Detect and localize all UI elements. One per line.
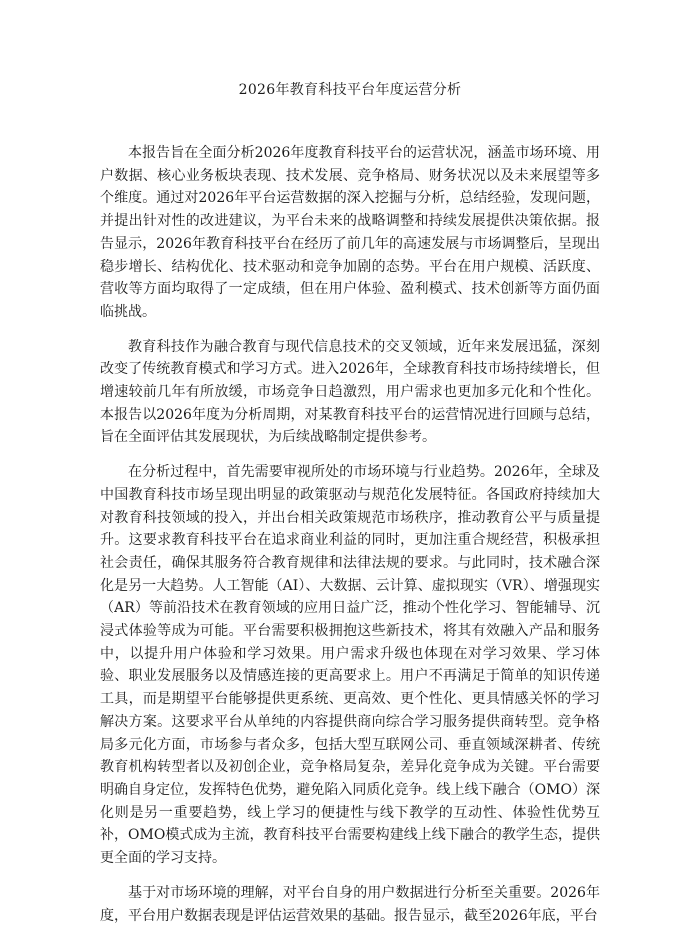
paragraph-market-environment: 在分析过程中，首先需要审视所处的市场环境与行业趋势。2026年，全球及中国教育科技市场呈现出明显的政策驱动与规范化发展特征。各国政府持续加大对教育科技领域的投入，并出台相关政策规范市场秩序，推动教育公平与质量提升。这要求教育科技平台在追求商业利益的同时，更加注重合规经营，积极承担社会责任，确保其服务符合教育规律和法律法规的要求。与此同时，技术融合深化是另一大趋势。人工智能（AI）、大数据、云计算、虚拟现实（VR）、增强现实（AR）等前沿技术在教育领域的应用日益广泛，推动个性化学习、智能辅导、沉浸式体验等成为可能。平台需要积极拥抱这些新技术，将其有效融入产品和服务中，以提升用户体验和学习效果。用户需求升级也体现在对学习效果、学习体验、职业发展服务以及情感连接的更高要求上。用户不再满足于简单的知识传递工具，而是期望平台能够提供更系统、更高效、更个性化、更具情感关怀的学习解决方案。这要求平台从单纯的内容提供商向综合学习服务提供商转型。竞争格局多元化方面，市场参与者众多，包括大型互联网公司、垂直领域深耕者、传统教育机构转型者以及初创企业，竞争格局复杂，差异化竞争成为关键。平台需要明确自身定位，发挥特色优势，避免陷入同质化竞争。线上线下融合（OMO）深化则是另一重要趋势，线上学习的便捷性与线下教学的互动性、体验性优势互补，OMO模式成为主流，教育科技平台需要构建线上线下融合的教学生态，提供更全面的学习支持。: [100, 464, 600, 867]
paragraph-summary: 本报告旨在全面分析2026年度教育科技平台的运营状况，涵盖市场环境、用户数据、核心业务板块表现、技术发展、竞争格局、财务状况以及未来展望等多个维度。通过对2026年平台运营数据的深入挖掘与分析，总结经验，发现问题，并提出针对性的改进建议，为平台未来的战略调整和持续发展提供决策依据。报告显示，2026年教育科技平台在经历了前几年的高速发展与市场调整后，呈现出稳步增长、结构优化、技术驱动和竞争加剧的态势。平台在用户规模、活跃度、营收等方面均取得了一定成绩，但在用户体验、盈利模式、技术创新等方面仍面临挑战。: [100, 145, 600, 320]
paragraph-user-data: 基于对市场环境的理解，对平台自身的用户数据进行分析至关重要。2026年度，平台用户数据表现是评估运营效果的基础。报告显示，截至2026年底，平台: [100, 884, 600, 924]
document-body: [100, 142, 600, 939]
paragraph-background: 教育科技作为融合教育与现代信息技术的交叉领域，近年来发展迅猛，深刻改变了传统教育模式和学习方式。进入2026年，全球教育科技市场持续增长，但增速较前几年有所放缓，市场竞争日趋激烈，用户需求也更加多元化和个性化。本报告以2026年度为分析周期，对某教育科技平台的运营情况进行回顾与总结，旨在全面评估其发展现状，为后续战略制定提供参考。: [100, 338, 600, 446]
document-title: 2026年教育科技平台年度运营分析: [238, 82, 462, 98]
